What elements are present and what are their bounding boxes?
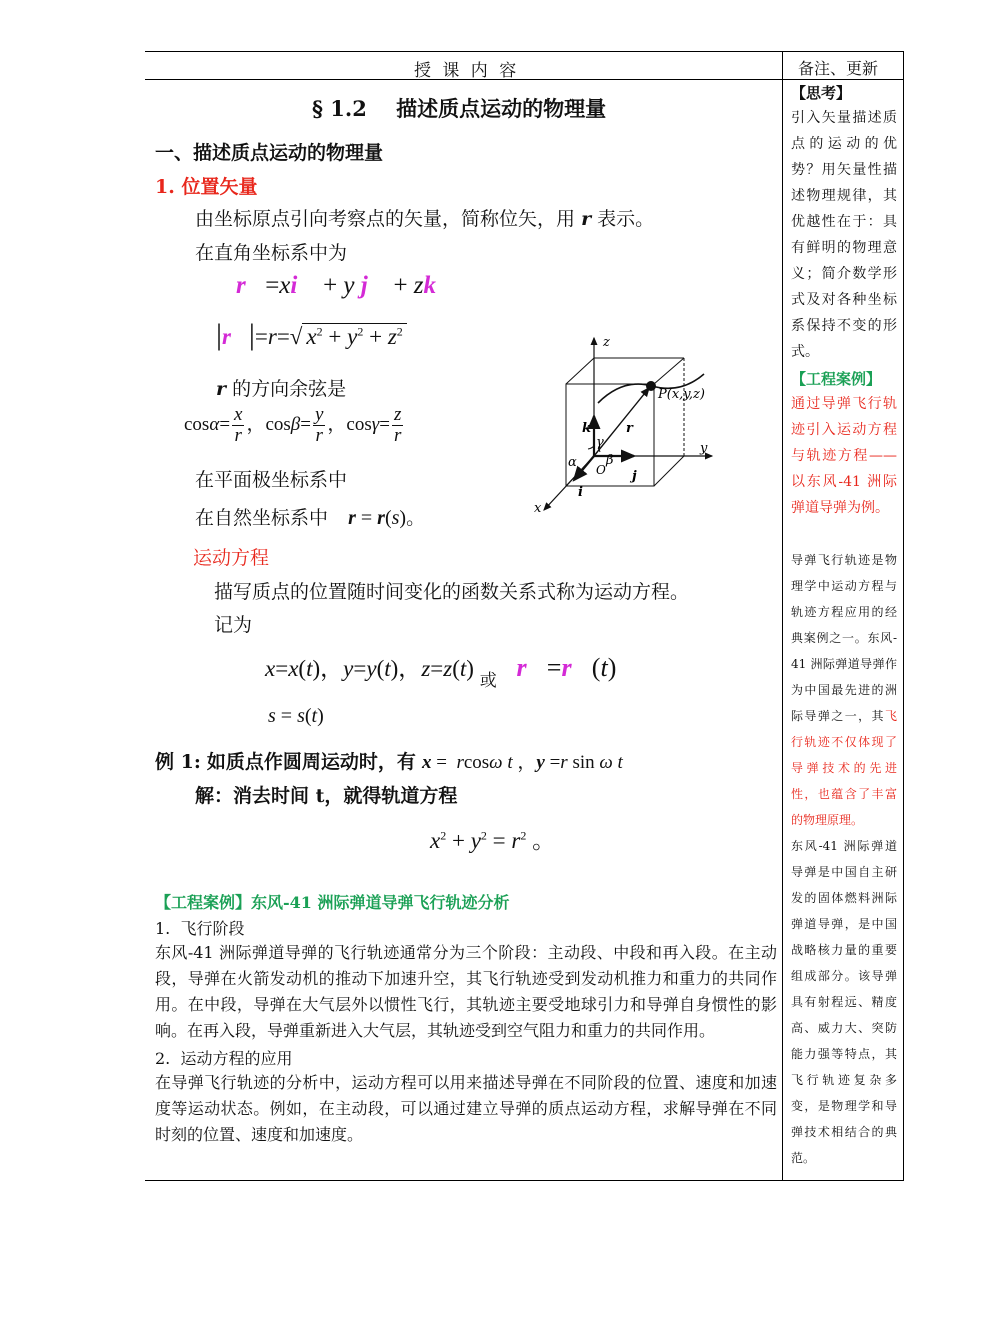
vector-r-label: r [626,421,633,436]
sidebar-note-one [791,547,897,833]
sidebar-note-red-text: 飞行轨迹不仅体现了导弹技术的先进性，也蕴含了丰富的物理原理。 [791,709,897,827]
direction-cosine-equations: cosα= $\frac{x}{r}$ ，cosβ= $\frac{y}{r}$ ，cosγ= $\frac{z}{r}$ [184,404,402,446]
axis-z-label: z [603,335,610,350]
axis-y-label: y [700,441,708,456]
beta-label: β [606,453,614,468]
vector-j-label: j [632,469,637,484]
sidebar-think-text: 引入矢量描述质点的运动的优势？用矢量性描述物理规律，其优越性在于：具有鲜明的物理意义；简介数学形式及对各种坐标系保持不变的形式。 [791,110,897,360]
vector-equation: r⃗=xi⃗ + y j⃗ + zk⃗ [236,272,456,299]
box-front-face [566,384,654,486]
sidebar-note-two: 东风-41 洲际弹道导弹是中国自主研发的固体燃料洲际弹道导弹，是中国战略核力量的重要组成部分。该导弹具有射程远、精度高、威力大、突防能力强等特点，其飞行轨迹复杂多变，是物理学和导弹技术相结合的典范。 [791,839,897,1165]
trajectory-equation: $x^2 + y^2 = r^2$ 。 [430,828,556,853]
position-description [195,204,654,231]
motion-equations: x=x(t)，y=y(t)，z=z(t) $_或$ r⃗=r⃗(t) [265,653,617,690]
heading-one: 一、描述质点运动的物理量 [155,142,384,164]
natural-coordinates-line: 在自然坐标系中 r = r(s)。 [195,507,426,529]
sidebar-think-label: 【思考】 [791,84,852,102]
case-part-one-text: 东风-41 洲际弹道导弹的飞行轨迹通常分为三个阶段：主动段、中段和再入段。在主动段，导弹在火箭发动机的推动下加速升空，其飞行轨迹受到发动机推力和重力的共同作用。在中段，导弹在大气层外以惯性飞行，其轨迹主要受地球引力和导弹自身惯性的影响。在再入段，导弹重新进入大气层，其轨迹受到空气阻力和重力的共同作用。 [155,943,777,1040]
header-bottom-border [145,79,904,80]
example-one: 例 1: 如质点作圆周运动时，有 x = rcosω t ，y =r sin ω t [155,751,623,773]
content-column-header: 授 课 内 容 [414,61,520,81]
cartesian-intro: 在直角坐标系中为 [195,242,348,264]
magnitude-equation: |r⃗|=r=√ $x^2 + y^2 + z^2$ [216,318,407,352]
table-bottom-border [145,1180,904,1181]
point-p-label: P(x,y,z) [658,387,705,402]
vector-i-label: i [578,485,583,500]
motion-equation-heading: 运动方程 [193,547,270,569]
denoted-as-label: 记为 [214,614,253,636]
sidebar-case-text: 通过导弹飞行轨迹引入运动方程与轨迹方程——以东风-41 洲际弹道导弹为例。 [791,396,897,516]
table-right-border [903,51,904,1181]
position-desc-symbol: r [581,208,592,230]
column-divider [782,51,783,1181]
table-top-border [145,51,904,52]
point-p [646,381,656,391]
alpha-label: α [568,455,577,470]
position-desc-tail: 表示。 [597,208,655,230]
case-part-two-text: 在导弹飞行轨迹的分析中，运动方程可以用来描述导弹在不同阶段的位置、速度和加速度等运动状态。例如，在主动段，可以通过建立导弹的质点运动方程，求解导弹在不同时刻的位置、速度和加速度。 [155,1073,777,1144]
subheading-position-vector: 1. 位置矢量 [155,176,258,198]
axis-x-label: x [534,501,542,516]
origin-label: O [596,463,606,477]
sidebar-case-label: 【工程案例】 [791,370,882,388]
coordinate-diagram [528,328,718,518]
sidebar-note-one-text: 导弹飞行轨迹是物理学中运动方程与轨迹方程应用的经典案例之一。东风-41 洲际弹道导弹作为中国最先进的洲际导弹之一，其 [791,553,897,723]
case-part-one-title: 1. 飞行阶段 [155,919,245,938]
solution-line: 解：消去时间 t，就得轨道方程 [195,785,458,807]
position-desc-text: 由坐标原点引向考察点的矢量，简称位矢，用 [195,208,576,230]
case-title: 【工程案例】东风-41 洲际弹道导弹飞行轨迹分析 [155,893,510,912]
notes-column-header: 备注、更新 [798,59,879,78]
case-part-two-title: 2. 运动方程的应用 [155,1049,293,1068]
section-title: § 1.2 描述质点运动的物理量 [312,96,607,121]
unit-vector-i [574,456,594,480]
arc-length-equation: s = s(t) [268,705,324,727]
direction-cosine-label: r 的方向余弦是 [216,378,347,400]
gamma-label: γ [596,435,604,450]
motion-equation-description: 描写质点的位置随时间变化的函数关系式称为运动方程。 [214,581,690,603]
polar-coordinates-label: 在平面极坐标系中 [195,469,348,491]
vector-k-label: k [582,421,592,436]
